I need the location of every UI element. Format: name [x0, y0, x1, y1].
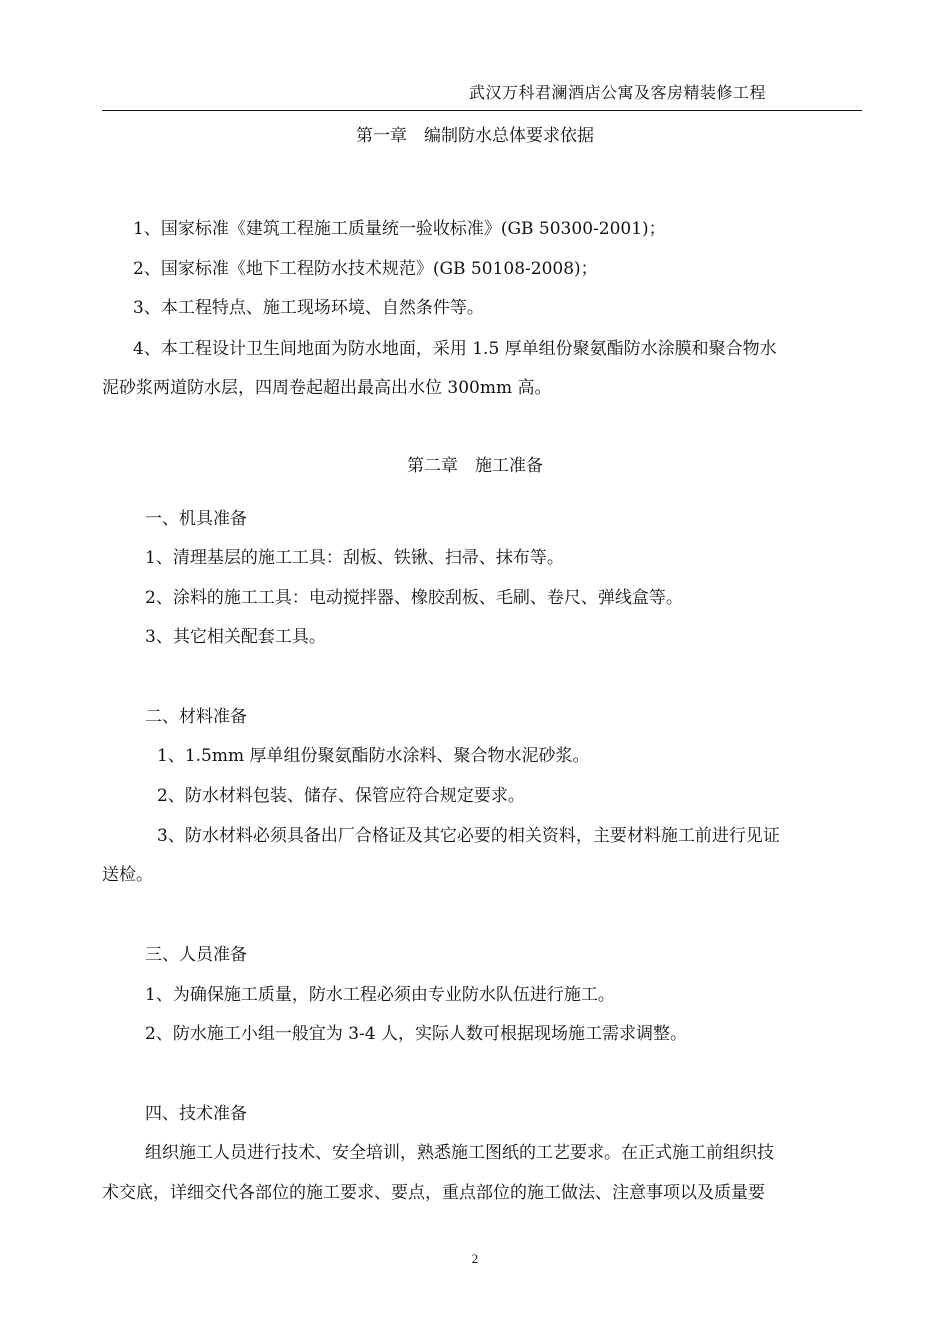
chapter-1-item-4: 4、本工程设计卫生间地面为防水地面，采用 1.5 厚单组份聚氨酯防水涂膜和聚合物水 [133, 339, 777, 359]
personnel-line-2: 2、防水施工小组一般宜为 3-4 人，实际人数可根据现场施工需求调整。 [145, 1024, 687, 1044]
tools-line-1: 1、清理基层的施工工具：刮板、铁锹、扫帚、抹布等。 [145, 548, 564, 568]
chapter-1-item-1: 1、国家标准《建筑工程施工质量统一验收标准》(GB 50300-2001)； [133, 219, 666, 239]
section-heading-tools: 一、机具准备 [145, 509, 247, 529]
tools-line-2: 2、涂料的施工工具：电动搅拌器、橡胶刮板、毛刷、卷尺、弹线盒等。 [145, 588, 683, 608]
tools-line-3: 3、其它相关配套工具。 [145, 627, 326, 647]
chapter-1-item-2: 2、国家标准《地下工程防水技术规范》(GB 50108-2008)； [133, 259, 598, 279]
technical-line-1: 组织施工人员进行技术、安全培训，熟悉施工图纸的工艺要求。在正式施工前组织技 [145, 1143, 774, 1163]
section-heading-personnel: 三、人员准备 [145, 945, 247, 965]
section-heading-technical: 四、技术准备 [145, 1104, 247, 1124]
chapter-1-title: 第一章 编制防水总体要求依据 [356, 126, 594, 146]
materials-line-2: 2、防水材料包装、储存、保管应符合规定要求。 [157, 786, 525, 806]
materials-line-1: 1、1.5mm 厚单组份聚氨酯防水涂料、聚合物水泥砂浆。 [157, 746, 590, 766]
running-header: 武汉万科君澜酒店公寓及客房精装修工程 [468, 83, 766, 102]
chapter-1-item-4-cont: 泥砂浆两道防水层，四周卷起超出最高出水位 300mm 高。 [102, 378, 552, 398]
personnel-line-1: 1、为确保施工质量，防水工程必须由专业防水队伍进行施工。 [145, 985, 615, 1005]
chapter-1-item-3: 3、本工程特点、施工现场环境、自然条件等。 [133, 298, 484, 318]
materials-line-3: 3、防水材料必须具备出厂合格证及其它必要的相关资料，主要材料施工前进行见证 [157, 826, 780, 846]
materials-line-3-cont: 送检。 [102, 865, 153, 885]
page-number: 2 [471, 1251, 479, 1266]
technical-line-2: 术交底，详细交代各部位的施工要求、要点，重点部位的施工做法、注意事项以及质量要 [102, 1183, 765, 1203]
chapter-2-title: 第二章 施工准备 [407, 456, 543, 476]
header-divider [102, 110, 862, 111]
section-heading-materials: 二、材料准备 [145, 707, 247, 727]
